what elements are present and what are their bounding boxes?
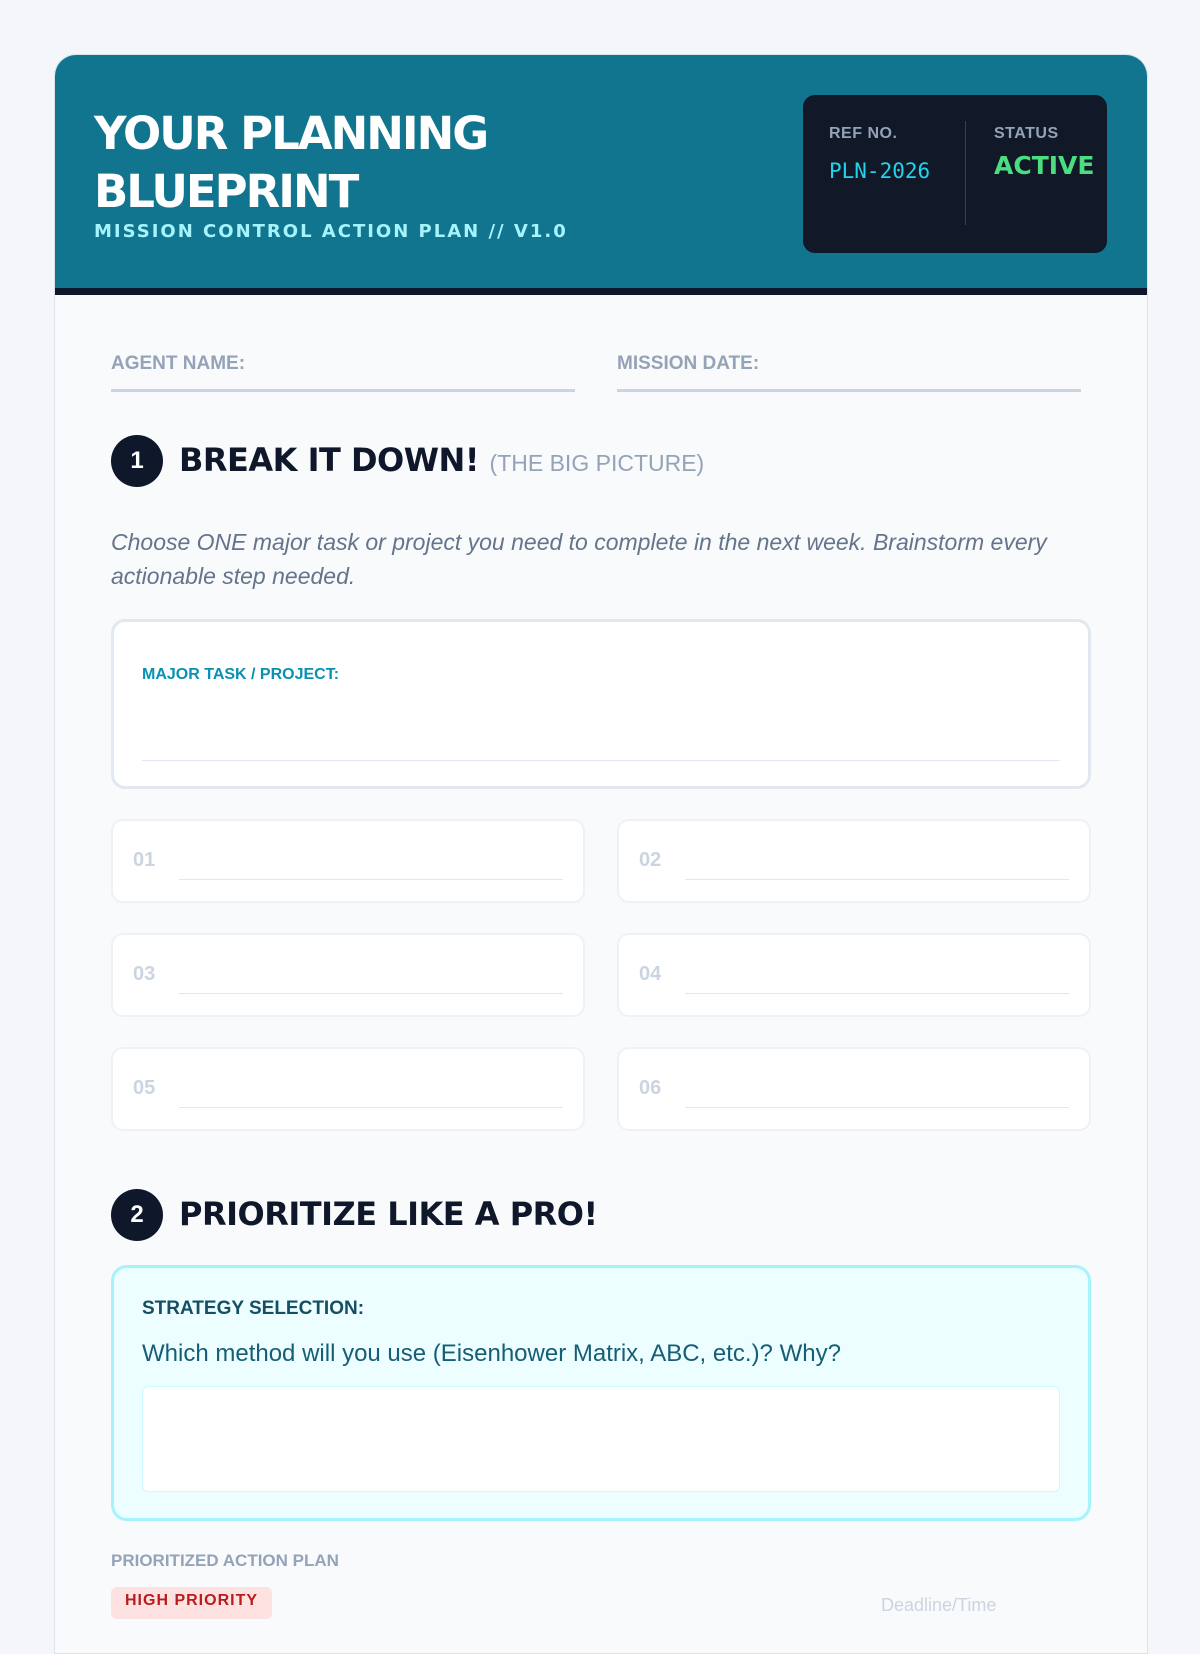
step-field[interactable]: [617, 819, 1091, 903]
step-number: 03: [133, 963, 156, 985]
strategy-answer-field[interactable]: [142, 1386, 1060, 1492]
page-subtitle: MISSION CONTROL ACTION PLAN // V1.0: [94, 221, 568, 242]
step-number: 01: [133, 849, 156, 871]
step-field[interactable]: [111, 1047, 585, 1131]
page-title: YOUR PLANNING BLUEPRINT: [94, 107, 488, 218]
mission-date-label: MISSION DATE:: [617, 353, 760, 374]
section-2-title: PRIORITIZE LIKE A PRO!: [179, 1195, 598, 1233]
agent-name-label: AGENT NAME:: [111, 353, 246, 374]
strategy-selection-box: [111, 1265, 1091, 1521]
agent-name-field[interactable]: [111, 353, 575, 392]
deadline-placeholder[interactable]: Deadline/Time: [881, 1595, 997, 1615]
major-task-line: [142, 760, 1060, 761]
ref-number: PLN-2026: [829, 159, 931, 183]
section-1-heading: [179, 441, 704, 479]
ref-label: REF NO.: [829, 125, 898, 142]
step-number: 04: [639, 963, 662, 985]
step-line: [179, 993, 563, 994]
strategy-label: STRATEGY SELECTION:: [142, 1298, 365, 1319]
step-number: 05: [133, 1077, 156, 1099]
worksheet: [54, 54, 1148, 1654]
section-1-subtitle: (THE BIG PICTURE): [489, 450, 705, 476]
header-banner: [55, 55, 1147, 295]
step-number: 02: [639, 849, 662, 871]
section-1-title: BREAK IT DOWN!: [179, 441, 479, 479]
section-1-instructions: Choose ONE major task or project you need to complete in the next week. Brainstorm every actionable step needed.: [111, 529, 1047, 589]
major-task-label: MAJOR TASK / PROJECT:: [142, 666, 340, 683]
major-task-box[interactable]: [111, 619, 1091, 789]
reference-panel: [803, 95, 1107, 253]
step-line: [685, 879, 1069, 880]
step-field[interactable]: [111, 819, 585, 903]
step-field[interactable]: [617, 1047, 1091, 1131]
step-line: [179, 879, 563, 880]
step-line: [685, 993, 1069, 994]
section-2-badge: 2: [111, 1189, 163, 1241]
step-line: [685, 1107, 1069, 1108]
section-2-heading: [179, 1195, 598, 1233]
step-field[interactable]: [111, 933, 585, 1017]
status-label: STATUS: [994, 125, 1059, 142]
mission-date-field[interactable]: [617, 353, 1081, 392]
strategy-question: Which method will you use (Eisenhower Matrix, ABC, etc.)? Why?: [142, 1340, 841, 1367]
step-field[interactable]: [617, 933, 1091, 1017]
prioritized-plan-label: PRIORITIZED ACTION PLAN: [111, 1551, 339, 1570]
high-priority-badge: HIGH PRIORITY: [111, 1587, 272, 1619]
section-1-badge: 1: [111, 435, 163, 487]
status-value: ACTIVE: [994, 151, 1095, 180]
ref-divider: [965, 121, 966, 225]
step-line: [179, 1107, 563, 1108]
step-number: 06: [639, 1077, 662, 1099]
